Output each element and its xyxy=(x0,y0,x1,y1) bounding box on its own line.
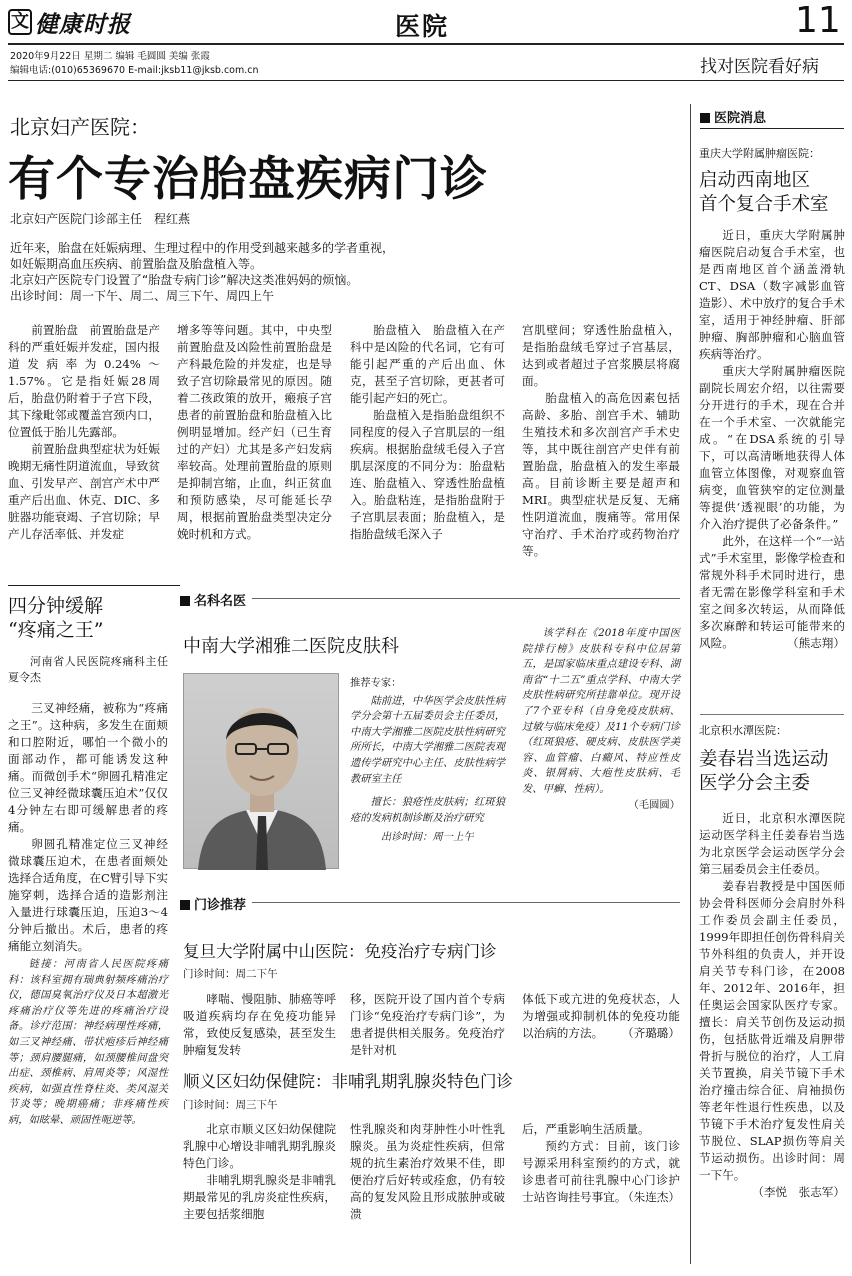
body-paragraph: 移，医院开设了国内首个专病门诊“免疫治疗专病门诊”，为患者提供相关服务。免疫治疗是针对机 xyxy=(350,992,505,1057)
lead-column-4 xyxy=(522,322,680,580)
body-paragraph: 后，严重影响生活质量。 xyxy=(522,1122,650,1136)
section-title: 医院 xyxy=(395,12,450,41)
body-paragraph: 卵圆孔精准定位三叉神经微球囊压迫术，在患者面颊处选择合适角度，在C臂引导下实施穿刺，选择合适的造影剂注入量进行球囊压迫，压迫3～4分钟后撤出。术后，患者的疼痛能立刻消失。 xyxy=(8,837,168,953)
logo-text: 健康时报 xyxy=(35,10,131,38)
credit: （齐璐璐） xyxy=(622,1026,680,1040)
expert-time: 出诊时间：周一上午 xyxy=(380,831,474,844)
logo-icon: 文 xyxy=(8,9,32,35)
news-title-2: 首个复合手术室 xyxy=(699,194,829,215)
dept-text: 该学科在《2018年度中国医院排行榜》皮肤科专科中位居第五，是国家临床重点建设专科、湖南省“十二五”重点学科、中南大学皮肤性病研究所挂靠单位。现开设了7个亚专科（自身免疫皮肤病、过敏与临床免疫）及11个专病门诊（红斑狼疮、硬皮病、皮肤医学美容、血管瘤、白癜风、特应性皮炎、银屑病、大疱性皮肤病、毛发、甲癣、性病）。 xyxy=(522,627,680,795)
news-title-1: 姜春岩当选运动 xyxy=(699,749,829,770)
masthead-logo xyxy=(8,6,131,38)
intro-line: 北京妇产医院专门设置了“胎盘专病门诊”解决这类准妈妈的烦恼。 xyxy=(10,273,359,287)
famous-dept xyxy=(522,626,680,813)
lead-kicker: 北京妇产医院： xyxy=(10,115,150,139)
credit: （熊志翔） xyxy=(787,636,845,650)
body-paragraph: 重庆大学附属肿瘤医院副院长周宏介绍，以往需要分开进行的手术，现在合并在一个手术室、一次就能完成。“在DSA系统的引导下，可以高清晰地获得人体血管立体图像，对观察血管病变，血管狭窄的定位测量等提供‘透视眼’的功能，为介入治疗提供了必备条件。” xyxy=(699,364,845,531)
right-news-1 xyxy=(699,145,845,652)
right-news-2 xyxy=(699,722,845,1264)
expert-label: 推荐专家： xyxy=(350,677,402,689)
recommend-title-2: 顺义区妇幼保健院：非哺乳期乳腺炎特色门诊 xyxy=(183,1072,513,1091)
body-paragraph: 增多等等问题。其中，中央型前置胎盘及凶险性前置胎盘是产科最危险的并发症，也是导致子宫切除最常见的原因。随着二孩政策的放开，瘢痕子宫患者的前置胎盘和胎盘植入比例明显增加。经产妇（已生育过的产妇）尤其是多产妇发病率较高。处理前置胎盘的原则是抑制宫缩，止血，纠正贫血和预防感染，尽可能延长孕周，根据前置胎盘类型决定分娩时机和方式。 xyxy=(177,323,332,541)
lead-column-2 xyxy=(177,322,332,580)
body-paragraph: 前置胎盘典型症状为妊娠晚期无痛性阴道流血，导致贫血、引发早产、剖宫产术中严重产后出血、休克、DIC、多脏器功能衰竭、子宫切除；早产儿存活率低、并发症 xyxy=(8,442,160,541)
body-paragraph: 胎盘植入 胎盘植入在产科中是凶险的代名词，它有可能引起严重的产后出血、休克，甚至子宫切除，更甚者可能引起产妇的死亡。 xyxy=(350,323,505,405)
body-paragraph: 哮喘、慢阻肺、肺癌等呼吸道疾病均存在免疫功能异常，致使反复感染，甚至发生肿瘤复发转 xyxy=(183,992,336,1057)
lead-byline: 北京妇产医院门诊部主任 程红燕 xyxy=(10,212,191,226)
lead-column-1 xyxy=(8,322,160,580)
link-note: 链接：河南省人民医院疼痛科：该科室拥有瑞典射频疼痛治疗仪，德国臭氧治疗仪及日本超激光疼痛治疗仪等先进的疼痛治疗设备。诊疗范围：神经病理性疼痛，如三叉神经痛、带状疱疹后神经痛等；颈肩腰腿痛，如颈腰椎间盘突出症、颈椎病、肩周炎等；风湿性疾病，如强直性脊柱炎、类风湿关节炎等；晚期癌痛；非疼痛性疾病，如眩晕、顽固性呃逆等。 xyxy=(8,958,168,1126)
famous-title: 中南大学湘雅二医院皮肤科 xyxy=(183,636,399,657)
expert-specialty: 擅长：狼疮性皮肤病；红斑狼疮的发病机制诊断及治疗研究 xyxy=(350,796,505,824)
news-kicker: 重庆大学附属肿瘤医院： xyxy=(699,147,820,160)
left-title-1: 四分钟缓解 xyxy=(8,595,104,617)
body-paragraph: 胎盘植入是指胎盘组织不同程度的侵入子宫肌层的一组疾病。根据胎盘绒毛侵入子宫肌层深度的不同分为：胎盘粘连、胎盘植入、穿透性胎盘植入。胎盘粘连，是指胎盘附于子宫肌层表面；胎盘植入，是指胎盘绒毛深入子 xyxy=(350,408,505,541)
body-paragraph: 近日，北京积水潭医院运动医学科主任姜春岩当选为北京医学会运动医学分会第三届委员会主任委员。 xyxy=(699,811,845,876)
body-paragraph: 预约方式：目前，该门诊号源采用科室预约的方式，就诊患者可前往乳腺中心门诊护士站咨询挂号事宜。 xyxy=(522,1139,680,1204)
body-paragraph: 宫肌壁间；穿透性胎盘植入，是指胎盘绒毛穿过子宫基层，达到或者超过子宫浆膜层将腐面。 xyxy=(522,323,680,388)
body-paragraph: 姜春岩教授是中国医师协会骨科医师分会肩肘外科工作委员会副主任委员，1999年即担任创伤骨科肩关节外科组的负责人，并开设肩关节专科门诊，在2008年、2012年、2016年，担任奥运会国家队医疗专家。擅长：肩关节创伤及运动损伤，包括肱骨近端及肩胛带骨折与脱位的治疗，人工肩关节置换，肩关节镜下手术治疗撞击综合征、肩袖损伤等老年性退行性疾患，以及节镜下手术治疗复发性肩关节脱位、SLAP损伤等肩关节运动损伤。出诊时间：周一下午。 xyxy=(699,879,845,1182)
right-section-label: 医院消息 xyxy=(700,107,766,126)
credit: （毛圆圆） xyxy=(628,798,680,811)
credit: （朱连杰） xyxy=(622,1190,680,1204)
body-paragraph: 三叉神经痛，被称为“疼痛之王”。这种病，多发生在面颊和口腔附近，哪怕一个微小的面部动作，都可能诱发这种痛。而微创手术“卵圆孔精准定位三叉神经微球囊压迫术”仅仅4分钟左右即可缓解患者的疼痛。 xyxy=(8,701,168,834)
header-info-1: 2020年9月22日 星期二 编辑 毛圆圆 美编 张霞 xyxy=(10,51,210,62)
recommend-title-1: 复旦大学附属中山医院：免疫治疗专病门诊 xyxy=(183,942,497,961)
intro-line: 出诊时间：周一下午、周二、周三下午、周四上午 xyxy=(10,289,275,303)
lead-column-3 xyxy=(350,322,505,580)
lead-headline: 有个专治胎盘疾病门诊 xyxy=(8,152,488,207)
body-paragraph: 非哺乳期乳腺炎是非哺乳期最常见的乳房炎症性疾病，主要包括浆细胞 xyxy=(183,1173,336,1221)
intro-line: 近年来，胎盘在妊娠病理、生理过程中的作用受到越来越多的学者重视， xyxy=(10,241,395,255)
credit: （李悦 张志军） xyxy=(752,1185,845,1199)
famous-section-label: 名科名医 xyxy=(180,590,252,609)
body-paragraph: 北京市顺义区妇幼保健院乳腺中心增设非哺乳期乳腺炎特色门诊。 xyxy=(183,1122,336,1170)
body-paragraph: 性乳腺炎和肉芽肿性小叶性乳腺炎。虽为炎症性疾病，但常规的抗生素治疗效果不佳，即便治疗后好转或痊愈，仍有较高的复发风险且形成脓肿或破溃 xyxy=(350,1122,505,1221)
body-paragraph: 胎盘植入的高危因素包括高龄、多胎、剖宫手术、辅助生殖技术和多次剖宫产手术史等，其中既往剖宫产史伴有前置胎盘，胎盘植入的发生率最高。目前诊断主要是超声和MRI。典型症状是反复、无痛性阴道流血，腹痛等。常用保守治疗、手术治疗或药物治疗等。 xyxy=(522,391,680,558)
page-number: 11 xyxy=(795,0,841,41)
recommend-time-2: 门诊时间：周三下午 xyxy=(183,1099,278,1111)
section-marker-icon xyxy=(180,900,190,910)
expert-text: 陆前进，中华医学会皮肤性病学分会第十五届委员会主任委员，中南大学湘雅二医院皮肤性病研究所所长，中南大学湘雅二医院表观遗传学研究中心主任、皮肤性病学教研室主任 xyxy=(350,694,505,785)
section-marker-icon xyxy=(180,596,190,606)
left-title-2: “疼痛之王” xyxy=(8,619,104,641)
news-kicker: 北京积水潭医院： xyxy=(699,724,787,737)
body-paragraph: 近日，重庆大学附属肿瘤医院启动复合手术室，也是西南地区首个涵盖滑轨CT、DSA（数字减影血管造影）、术中放疗的复合手术室，适用于神经肿瘤、肝部肿瘤、胸部肿瘤和心脑血管疾病等治疗。 xyxy=(699,228,845,361)
left-byline: 河南省人民医院疼痛科主任 夏令杰 xyxy=(8,655,179,684)
intro-line: 如妊娠期高血压疾病、前置胎盘及胎盘植入等。 xyxy=(10,257,263,271)
recommend-section-label: 门诊推荐 xyxy=(180,894,252,913)
body-paragraph: 前置胎盘 前置胎盘是产科的严重妊娠并发症，国内报道发病率为0.24%～1.57%。它是指妊娠28周后，胎盘仍附着于子宫下段，其下缘毗邻或覆盖宫颈内口，位置低于胎儿先露部。 xyxy=(8,323,160,439)
header-slogan: 找对医院看好病 xyxy=(700,57,819,77)
body-paragraph: 体低下或亢进的免疫状态，人为增强或抑制机体的免疫功能以治病的方法。 xyxy=(522,992,680,1040)
body-paragraph: 此外，在这样一个“一站式”手术室里，影像学检查和常规外科手术同时进行，患者无需在影像学科室和手术室之间多次转运，从而降低多次麻醉和转运可能带来的风险。 xyxy=(699,534,845,650)
doctor-photo xyxy=(183,673,339,869)
famous-expert xyxy=(350,676,505,846)
lead-intro xyxy=(10,240,610,304)
header-info-2: 编辑电话:(010)65369670 E-mail:jksb11@jksb.com.cn xyxy=(10,65,259,76)
news-title-2: 医学分会主委 xyxy=(699,773,811,794)
recommend-time-1: 门诊时间：周二下午 xyxy=(183,968,278,980)
left-article xyxy=(8,594,179,1264)
section-marker-icon xyxy=(700,113,710,123)
news-title-1: 启动西南地区 xyxy=(699,170,811,191)
